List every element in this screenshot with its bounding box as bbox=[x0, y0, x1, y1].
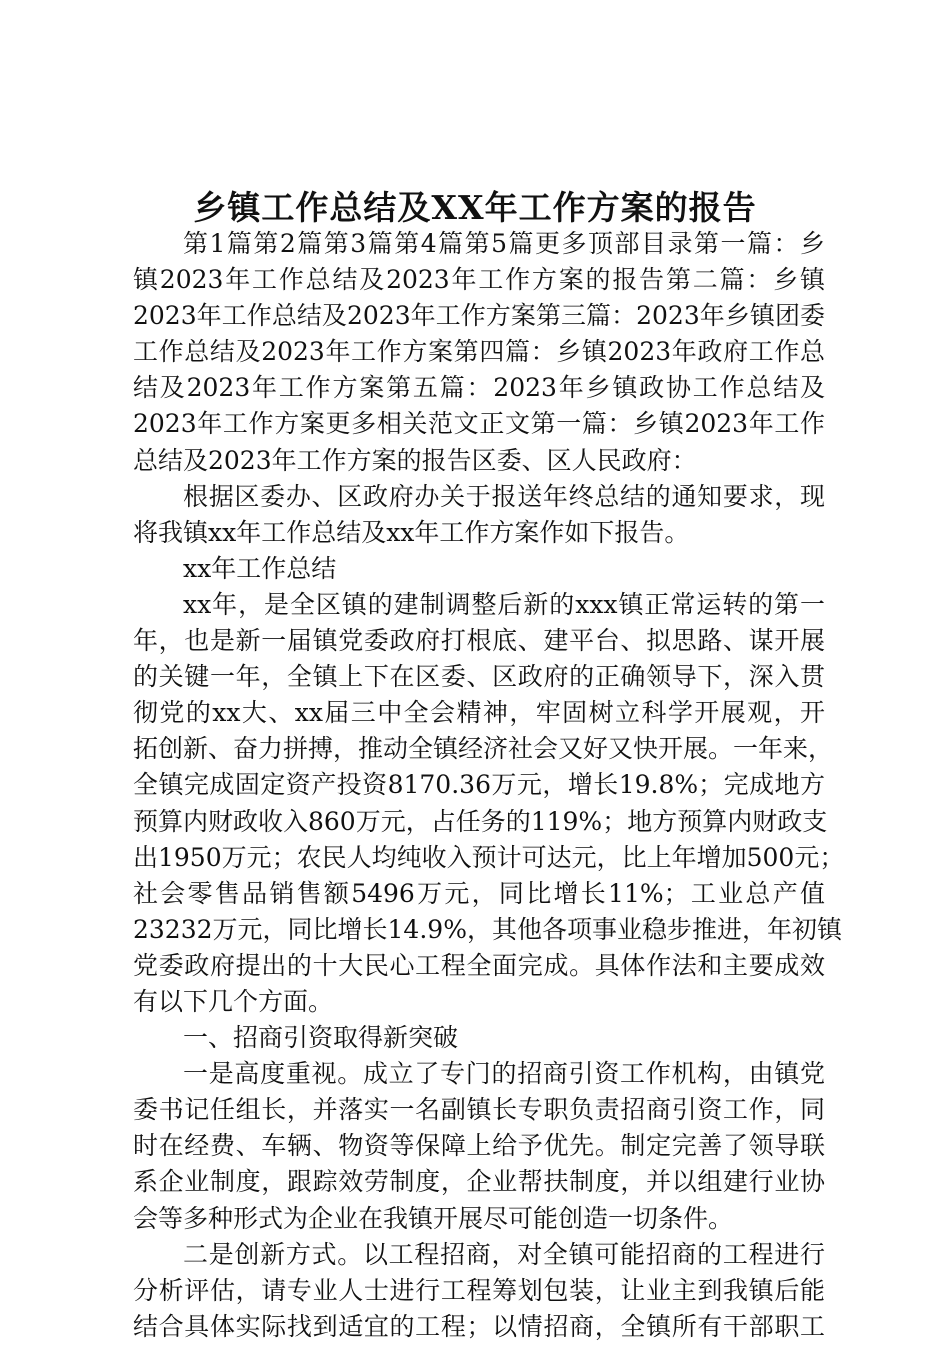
text-line: 年，也是新一届镇党委政府打根底、建平台、拟思路、谋开展 bbox=[133, 626, 825, 656]
text-line: xx年，是全区镇的建制调整后新的xxx镇正常运转的第一 bbox=[183, 589, 825, 619]
text-line: 第1篇第2篇第3篇第4篇第5篇更多顶部目录第一篇：乡 bbox=[183, 229, 825, 258]
text-line: 彻党的xx大、xx届三中全会精神，牢固树立科学开展观，开 bbox=[133, 698, 825, 728]
paragraph bbox=[133, 479, 825, 551]
text-line: 一、招商引资取得新突破 bbox=[183, 1023, 459, 1053]
text-line: 分析评估，请专业人士进行工程筹划包装，让业主到我镇后能 bbox=[133, 1275, 825, 1305]
text-line: 拓创新、奋力拼搏，推动全镇经济社会又好又快开展。一年来， bbox=[133, 734, 834, 764]
paragraph bbox=[133, 1020, 825, 1056]
paragraph bbox=[133, 226, 825, 479]
text-line: 出1950万元；农民人均纯收入预计可达元，比上年增加500元； bbox=[133, 842, 845, 872]
paragraph bbox=[133, 551, 825, 587]
text-line: 社会零售品销售额5496万元，同比增长11%；工业总产值 bbox=[133, 878, 825, 908]
text-line: 工作总结及2023年工作方案第四篇：乡镇2023年政府工作总 bbox=[133, 337, 825, 367]
text-line: 系企业制度，跟踪效劳制度，企业帮扶制度，并以组建行业协 bbox=[133, 1167, 825, 1197]
text-line: 将我镇xx年工作总结及xx年工作方案作如下报告。 bbox=[133, 517, 690, 547]
paragraph bbox=[133, 1237, 825, 1345]
text-line: 二是创新方式。以工程招商，对全镇可能招商的工程进行 bbox=[183, 1239, 825, 1269]
text-line: 一是高度重视。成立了专门的招商引资工作机构，由镇党 bbox=[183, 1059, 825, 1089]
text-line: 委书记任组长，并落实一名副镇长专职负责招商引资工作，同 bbox=[133, 1095, 825, 1125]
document-body bbox=[133, 226, 845, 1345]
text-line: 2023年工作总结及2023年工作方案第三篇：2023年乡镇团委 bbox=[133, 301, 825, 331]
text-line: 会等多种形式为企业在我镇开展尽可能创造一切条件。 bbox=[133, 1203, 734, 1233]
text-line: 有以下几个方面。 bbox=[133, 986, 334, 1016]
text-line: 党委政府提出的十大民心工程全面完成。具体作法和主要成效 bbox=[133, 950, 825, 980]
text-line: 全镇完成固定资产投资8170.36万元，增长19.8%；完成地方 bbox=[133, 770, 825, 800]
paragraph bbox=[133, 587, 845, 1020]
text-line: 结合具体实际找到适宜的工程；以情招商，全镇所有干部职工 bbox=[133, 1311, 825, 1341]
paragraph bbox=[133, 1056, 825, 1236]
text-line: 预算内财政收入860万元，占任务的119%；地方预算内财政支 bbox=[133, 806, 828, 836]
text-line: 总结及2023年工作方案的报告区委、区人民政府： bbox=[133, 445, 697, 475]
text-line: xx年工作总结 bbox=[183, 553, 337, 583]
text-line: 根据区委办、区政府办关于报送年终总结的通知要求，现 bbox=[183, 481, 825, 511]
text-line: 23232万元，同比增长14.9%，其他各项事业稳步推进，年初镇 bbox=[133, 914, 842, 944]
text-line: 2023年工作方案更多相关范文正文第一篇：乡镇2023年工作 bbox=[133, 409, 825, 439]
text-line: 时在经费、车辆、物资等保障上给予优先。制定完善了领导联 bbox=[133, 1131, 825, 1161]
text-line: 结及2023年工作方案第五篇：2023年乡镇政协工作总结及 bbox=[133, 373, 825, 403]
text-line: 的关键一年，全镇上下在区委、区政府的正确领导下，深入贯 bbox=[133, 662, 825, 692]
text-line: 镇2023年工作总结及2023年工作方案的报告第二篇：乡镇 bbox=[133, 265, 825, 295]
document-title: 乡镇工作总结及XX年工作方案的报告 bbox=[193, 188, 757, 227]
